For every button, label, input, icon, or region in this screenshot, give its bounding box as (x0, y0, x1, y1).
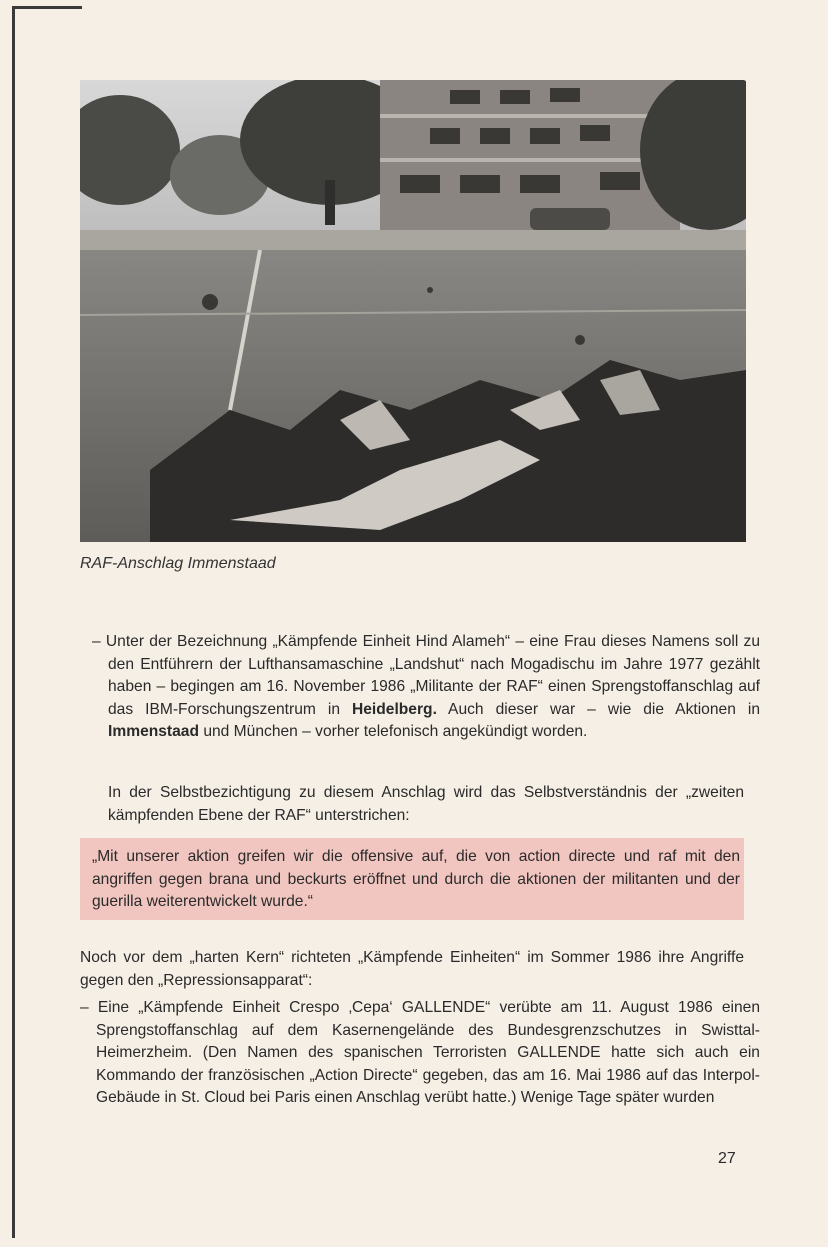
highlighted-quote (80, 838, 744, 920)
page-number: 27 (718, 1150, 736, 1167)
paragraph-text: und München – vorher telefonisch angekündigt worden. (199, 723, 588, 740)
photo-bomb-site (80, 80, 746, 542)
page-top-edge (12, 6, 82, 9)
photo-illustration (80, 80, 746, 542)
paragraph-text: Auch dieser war – wie die Aktionen in (436, 700, 760, 718)
bold-immenstaad: Immenstaad (108, 723, 199, 740)
paragraph-harter-kern: Noch vor dem „harten Kern“ richteten „Kämpfende Einheiten“ im Sommer 1986 ihre Angriffe gegen den „Repressionsapparat“: (80, 949, 744, 989)
bold-heidelberg: Heidelberg. (351, 700, 437, 718)
paragraph-heidelberg (92, 631, 760, 744)
paragraph-selbstbezichtigung: In der Selbstbezichtigung zu diesem Anschlag wird das Selbstverständnis der „zweiten kämpfenden Ebene der RAF“ unterstrichen: (108, 784, 744, 824)
quote-text: „Mit unserer aktion greifen wir die offensive auf, die von action directe und raf mit den angriffen gegen brana und beckurts eröffnet und durch die aktionen der militanten und der guerilla weiterentwickelt wurde.“ (92, 848, 740, 910)
paragraph-text: – Unter der Bezeichnung „Kämpfende Einheit Hind Alameh“ – eine Frau dieses Namens soll zu den Entführern der Lufthansamaschine „Landshut“ nach Mogadischu im Jahre 1977 gezählt haben – begingen am 16. November 1986 „Militante der RAF“ einen Sprengstoffanschlag auf das IBM-Forschungszentrum in (92, 633, 760, 718)
page-binding-edge (12, 8, 15, 1238)
paragraph-gallende: – Eine „Kämpfende Einheit Crespo ‚Cepa‘ GALLENDE“ verübte am 11. August 1986 einen Sprengstoffanschlag auf dem Kasernengelände des Bundesgrenzschutzes in Swisttal-Heimerzheim. (Den Namen des spanischen Terroristen GALLENDE hatte sich auch ein Kommando der französischen „Action Directe“ gegeben, das am 16. Mai 1986 auf das Interpol-Gebäude in St. Cloud bei Paris einen Anschlag verübt hatte.) Wenige Tage später wurden (80, 999, 760, 1106)
photo-caption: RAF-Anschlag Immenstaad (80, 555, 276, 572)
